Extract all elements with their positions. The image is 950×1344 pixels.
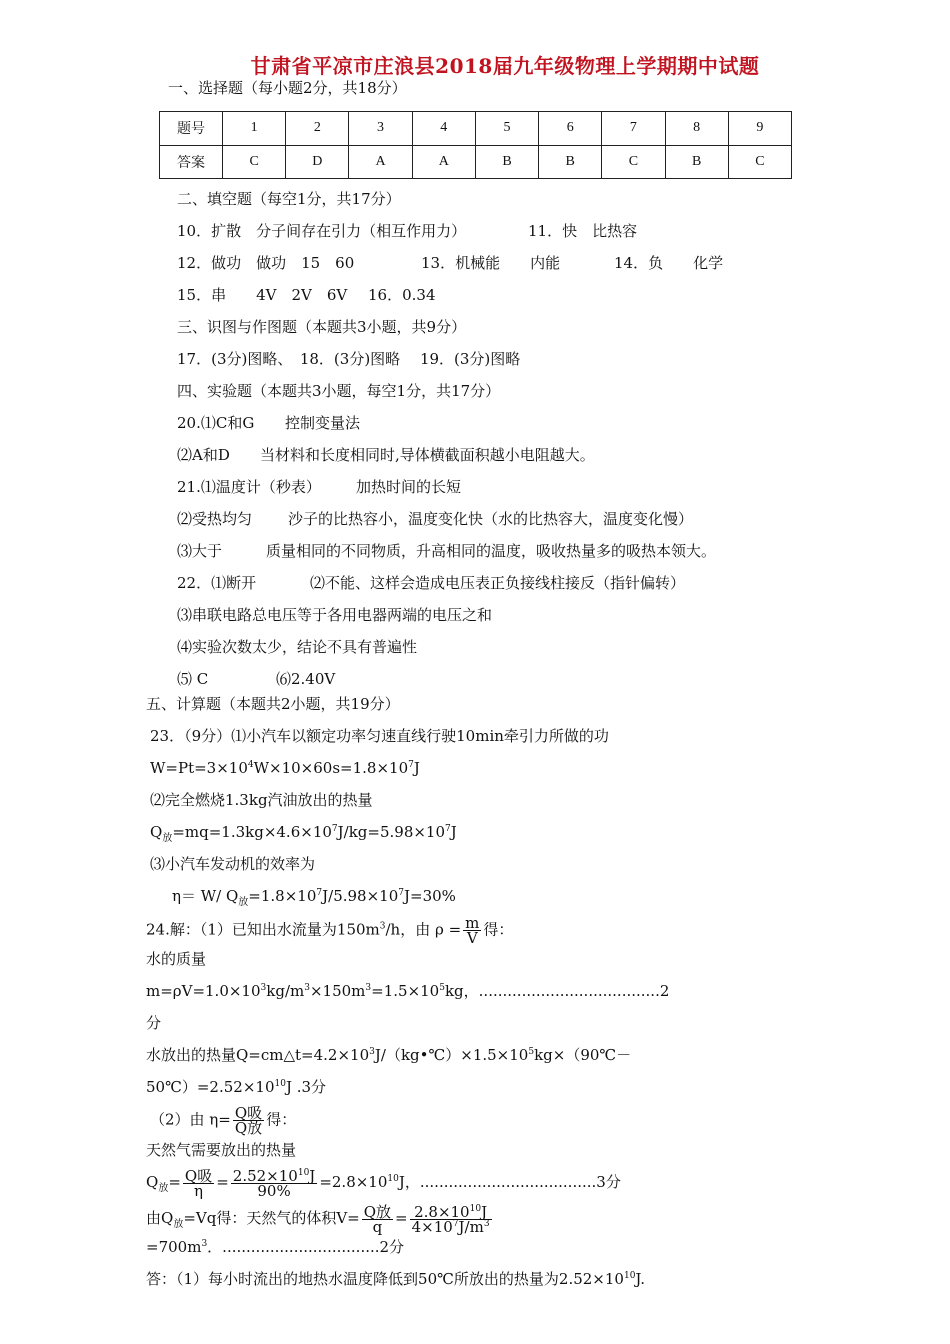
fill-answer-line: 10．扩散 分子间存在引力（相互作用力） <box>177 222 467 240</box>
table-cell: C <box>223 145 286 179</box>
table-cell: 3 <box>349 112 412 146</box>
table-cell: 2 <box>286 112 349 146</box>
answer-table <box>159 111 792 179</box>
calc24-line: 24.解：（1）已知出水流量为$150m^3/h$，由 ρ = $\frac{m}{V}$ 得： <box>146 914 514 947</box>
calc24-formula: $m=\rho V=1.0\times 10^3kg/m^3\times 150m^3=1.5\times 10^5kg$，......................................2 <box>146 982 670 1000</box>
table-cell: C <box>602 145 665 179</box>
section-heading-fill: 二、填空题（每空1分，共17分） <box>177 190 401 208</box>
calc24-formula: $=700m^3$．.................................2分 <box>146 1238 405 1256</box>
experiment-answer: 沙子的比热容小，温度变化快（水的比热容大，温度变化慢） <box>288 510 694 528</box>
table-row <box>160 145 792 179</box>
table-cell: 1 <box>223 112 286 146</box>
section-heading-drawing: 三、识图与作图题（本题共3小题，共9分） <box>177 318 467 336</box>
table-cell: B <box>475 145 538 179</box>
calc23-formula: η＝ W/ $Q_放=1.8\times 10^7J/5.98\times 10^7J=30\%$ <box>172 887 456 908</box>
experiment-answer: 当材料和长度相同时,导体横截面积越小电阻越大。 <box>260 446 595 464</box>
table-cell: A <box>412 145 475 179</box>
experiment-answer: 22．⑴断开 <box>177 574 257 592</box>
fraction: $\frac{2.52\times 10^{10}J}{90\%}$ <box>232 1166 316 1200</box>
table-cell: A <box>349 145 412 179</box>
experiment-answer: ⑶串联电路总电压等于各用电器两端的电压之和 <box>177 606 493 624</box>
fill-answer-line: 15．串 4V 2V 6V <box>177 286 348 304</box>
fill-answer-line: 16．0.34 <box>368 286 436 304</box>
experiment-answer: ⑷实验次数太少，结论不具有普遍性 <box>177 638 418 656</box>
calc24-formula: $50℃)=2.52\times 10^{10}J$ .3分 <box>146 1078 327 1096</box>
table-cell: 9 <box>728 112 791 146</box>
fraction: $\frac{m}{V}$ <box>465 914 480 947</box>
calc24-line: （2）由 η= $\frac{\text{Q吸}}{\text{Q放}}$ 得： <box>150 1104 297 1137</box>
calc23-formula: $Q_放=mq=1.3kg\times 4.6\times 10^7J/kg=5.98\times 10^7J$ <box>150 823 457 844</box>
experiment-answer: 21.⑴温度计（秒表） <box>177 478 321 496</box>
table-cell: C <box>728 145 791 179</box>
fraction: $\frac{\text{Q放}}{q}$ <box>363 1202 392 1236</box>
fraction: $\frac{2.8\times 10^{10}J}{4\times 10^7J/m^3}$ <box>411 1202 490 1236</box>
experiment-answer: 加热时间的长短 <box>356 478 462 496</box>
table-cell: D <box>286 145 349 179</box>
calc23-formula: $W=Pt=3\times 10^4W\times 10\times 60s=1.8\times 10^7J$ <box>150 759 420 777</box>
experiment-answer: ⑸ C <box>177 670 209 688</box>
table-cell: 6 <box>539 112 602 146</box>
fraction: $\frac{\text{Q吸}}{\text{Q放}}$ <box>234 1104 263 1137</box>
experiment-answer: 控制变量法 <box>285 414 361 432</box>
experiment-answer: ⑹2.40V <box>276 670 336 688</box>
calc24-formula: 水放出的热量$Q=cm\triangle t=4.2\times 10^3J/(kg•℃)\times 1.5\times 10^5kg\times(90℃-$ <box>146 1046 632 1064</box>
calc23-line: ⑶小汽车发动机的效率为 <box>150 855 316 873</box>
table-header-number: 题号 <box>160 112 223 146</box>
experiment-answer: ⑵不能、这样会造成电压表正负接线柱接反（指针偏转） <box>310 574 686 592</box>
table-cell: 4 <box>412 112 475 146</box>
experiment-answer: 20.⑴C和G <box>177 414 255 432</box>
calc24-line: 天然气需要放出的热量 <box>146 1141 297 1159</box>
table-row <box>160 112 792 146</box>
section-heading-calculation: 五、计算题（本题共2小题，共19分） <box>146 695 400 713</box>
experiment-answer: ⑵受热均匀 <box>177 510 253 528</box>
experiment-answer: ⑵A和D <box>177 446 230 464</box>
experiment-answer: 质量相同的不同物质，升高相同的温度，吸收热量多的吸热本领大。 <box>266 542 717 560</box>
calc24-line: 水的质量 <box>146 950 207 968</box>
section-heading-experiment: 四、实验题（本题共3小题，每空1分，共17分） <box>177 382 501 400</box>
fill-answer-line: 12．做功 做功 15 60 <box>177 254 355 272</box>
calc23-line: ⑵完全燃烧1.3kg汽油放出的热量 <box>150 791 373 809</box>
calc24-answer: 答：（1）每小时流出的地热水温度降低到50℃所放出的热量为$2.52\times 10^{10}J$. <box>146 1270 646 1288</box>
fill-answer-line: 11．快 比热容 <box>528 222 638 240</box>
table-cell: B <box>665 145 728 179</box>
table-cell: B <box>539 145 602 179</box>
calc24-formula: 由$Q_放=Vq$得：天然气的体积V= $\frac{\text{Q放}}{q}$ = $\frac{2.8\times 10^{10}J}{4\times 10^7J/m^3}$ <box>146 1202 490 1236</box>
table-cell: 8 <box>665 112 728 146</box>
calc24-line: 分 <box>146 1014 162 1032</box>
calc23-line: 23．（9分）⑴小汽车以额定功率匀速直线行驶10min牵引力所做的功 <box>150 727 609 745</box>
fill-answer-line: 14．负 化学 <box>614 254 724 272</box>
fill-answer-line: 13．机械能 内能 <box>421 254 561 272</box>
experiment-answer: ⑶大于 <box>177 542 223 560</box>
calc24-formula: $Q_放=$ $\frac{\text{Q吸}}{\eta}$ = $\frac{2.52\times 10^{10}J}{90\%}$ $=2.8\times 10^{10}J$，.....................................3分 <box>146 1166 621 1200</box>
fraction: $\frac{\text{Q吸}}{\eta}$ <box>184 1166 213 1200</box>
page-title: 甘肃省平凉市庄浪县2018届九年级物理上学期期中试题 <box>250 54 760 78</box>
table-header-answer: 答案 <box>160 145 223 179</box>
drawing-answer-line: 17．(3分)图略、 18．(3分)图略 19．(3分)图略 <box>177 350 521 368</box>
table-cell: 5 <box>475 112 538 146</box>
table-cell: 7 <box>602 112 665 146</box>
section-heading-choice: 一、选择题（每小题2分，共18分） <box>168 79 407 97</box>
